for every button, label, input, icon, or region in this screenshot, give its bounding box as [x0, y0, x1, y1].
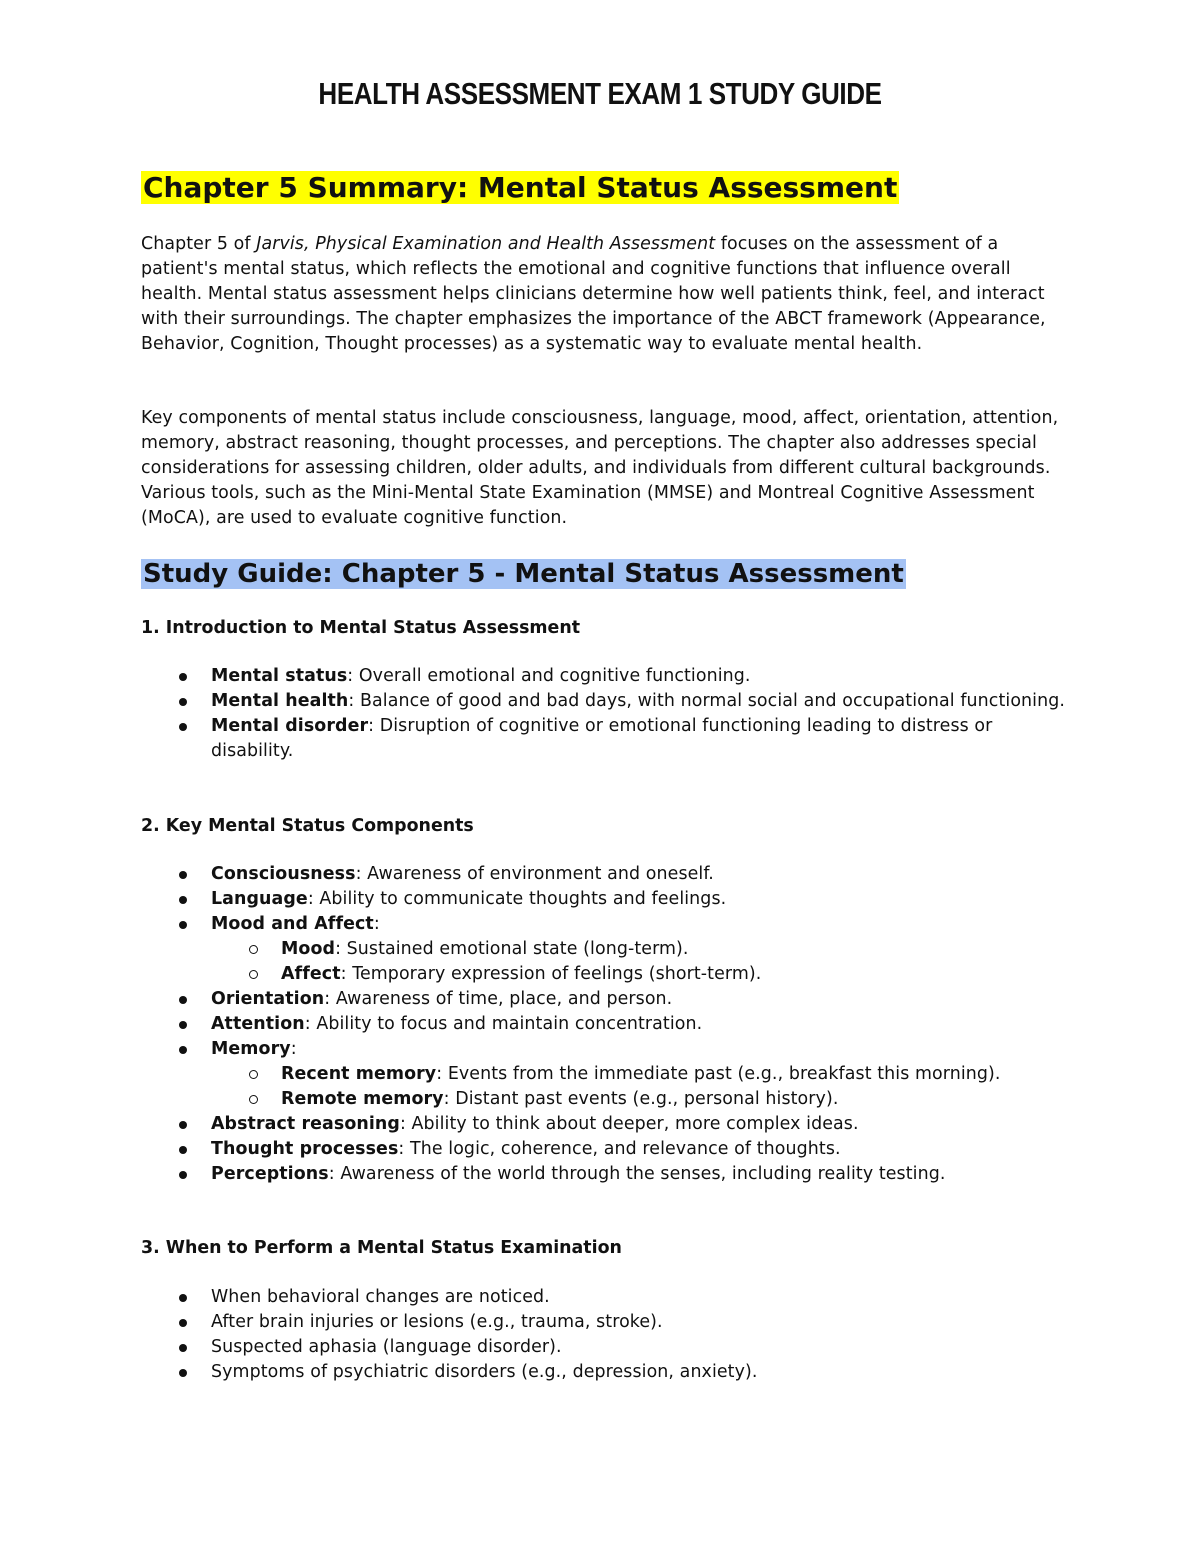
list-item: Attention: Ability to focus and maintain concentration.: [141, 1012, 1071, 1037]
study-guide-heading: [141, 555, 906, 593]
list-item: Memory: Recent memory: Events from the immediate past (e.g., breakfast this morning). Remote memory: Distant past events (e.g., personal history).: [141, 1037, 1071, 1112]
summary-heading-text: Chapter 5 Summary: Mental Status Assessment: [143, 171, 898, 204]
list-item: Perceptions: Awareness of the world through the senses, including reality testing.: [141, 1162, 1071, 1187]
section-1-list: [141, 664, 1071, 764]
book-title: Jarvis, Physical Examination and Health Assessment: [256, 234, 716, 254]
list-item: Suspected aphasia (language disorder).: [141, 1335, 1071, 1360]
list-item: Mental health: Balance of good and bad days, with normal social and occupational functioning.: [141, 689, 1071, 714]
list-item: Symptoms of psychiatric disorders (e.g., depression, anxiety).: [141, 1360, 1071, 1385]
list-item: Abstract reasoning: Ability to think about deeper, more complex ideas.: [141, 1112, 1071, 1137]
sub-list-item: Mood: Sustained emotional state (long-term).: [211, 937, 1071, 962]
document-title: HEALTH ASSESSMENT EXAM 1 STUDY GUIDE: [318, 76, 882, 111]
section-2-title: 2. Key Mental Status Components: [141, 816, 474, 836]
list-item: Mood and Affect: Mood: Sustained emotional state (long-term). Affect: Temporary expression of feelings (short-term).: [141, 912, 1071, 987]
list-item: Language: Ability to communicate thoughts and feelings.: [141, 887, 1071, 912]
list-item: Thought processes: The logic, coherence, and relevance of thoughts.: [141, 1137, 1071, 1162]
summary-paragraph-1: Chapter 5 of Jarvis, Physical Examination and Health Assessment focuses on the assessment of a patient's mental status, which reflects the emotional and cognitive functions that influence overall health. Mental status assessment helps clinicians determine how well patients think, feel, and interact with their surroundings. The chapter emphasizes the importance of the ABCT framework (Appearance, Behavior, Cognition, Thought processes) as a systematic way to evaluate mental health.: [141, 234, 1046, 354]
section-1-title: 1. Introduction to Mental Status Assessment: [141, 618, 581, 638]
list-item: When behavioral changes are noticed.: [141, 1285, 1071, 1310]
sub-list-item: Affect: Temporary expression of feelings (short-term).: [211, 962, 1071, 987]
list-item: Mental status: Overall emotional and cognitive functioning.: [141, 664, 1071, 689]
summary-paragraph-2: Key components of mental status include consciousness, language, mood, affect, orientation, attention, memory, abstract reasoning, thought processes, and perceptions. The chapter also addresses special considerations for assessing children, older adults, and individuals from different cultural backgrounds. Various tools, such as the Mini-Mental State Examination (MMSE) and Montreal Cognitive Assessment (MoCA), are used to evaluate cognitive function.: [141, 408, 1059, 528]
section-3-title: 3. When to Perform a Mental Status Examination: [141, 1238, 622, 1258]
list-item: After brain injuries or lesions (e.g., trauma, stroke).: [141, 1310, 1071, 1335]
list-item: Consciousness: Awareness of environment and oneself.: [141, 862, 1071, 887]
study-guide-heading-text: Study Guide: Chapter 5 - Mental Status Assessment: [143, 559, 904, 589]
list-item: Orientation: Awareness of time, place, and person.: [141, 987, 1071, 1012]
section-3-list: [141, 1285, 1071, 1385]
mood-affect-sublist: [211, 937, 1071, 987]
list-item: Mental disorder: Disruption of cognitive or emotional functioning leading to distress or disability.: [141, 714, 1071, 764]
summary-heading: [141, 168, 899, 208]
memory-sublist: [211, 1062, 1071, 1112]
sub-list-item: Recent memory: Events from the immediate past (e.g., breakfast this morning).: [211, 1062, 1071, 1087]
sub-list-item: Remote memory: Distant past events (e.g., personal history).: [211, 1087, 1071, 1112]
section-2-list: [141, 862, 1071, 1187]
